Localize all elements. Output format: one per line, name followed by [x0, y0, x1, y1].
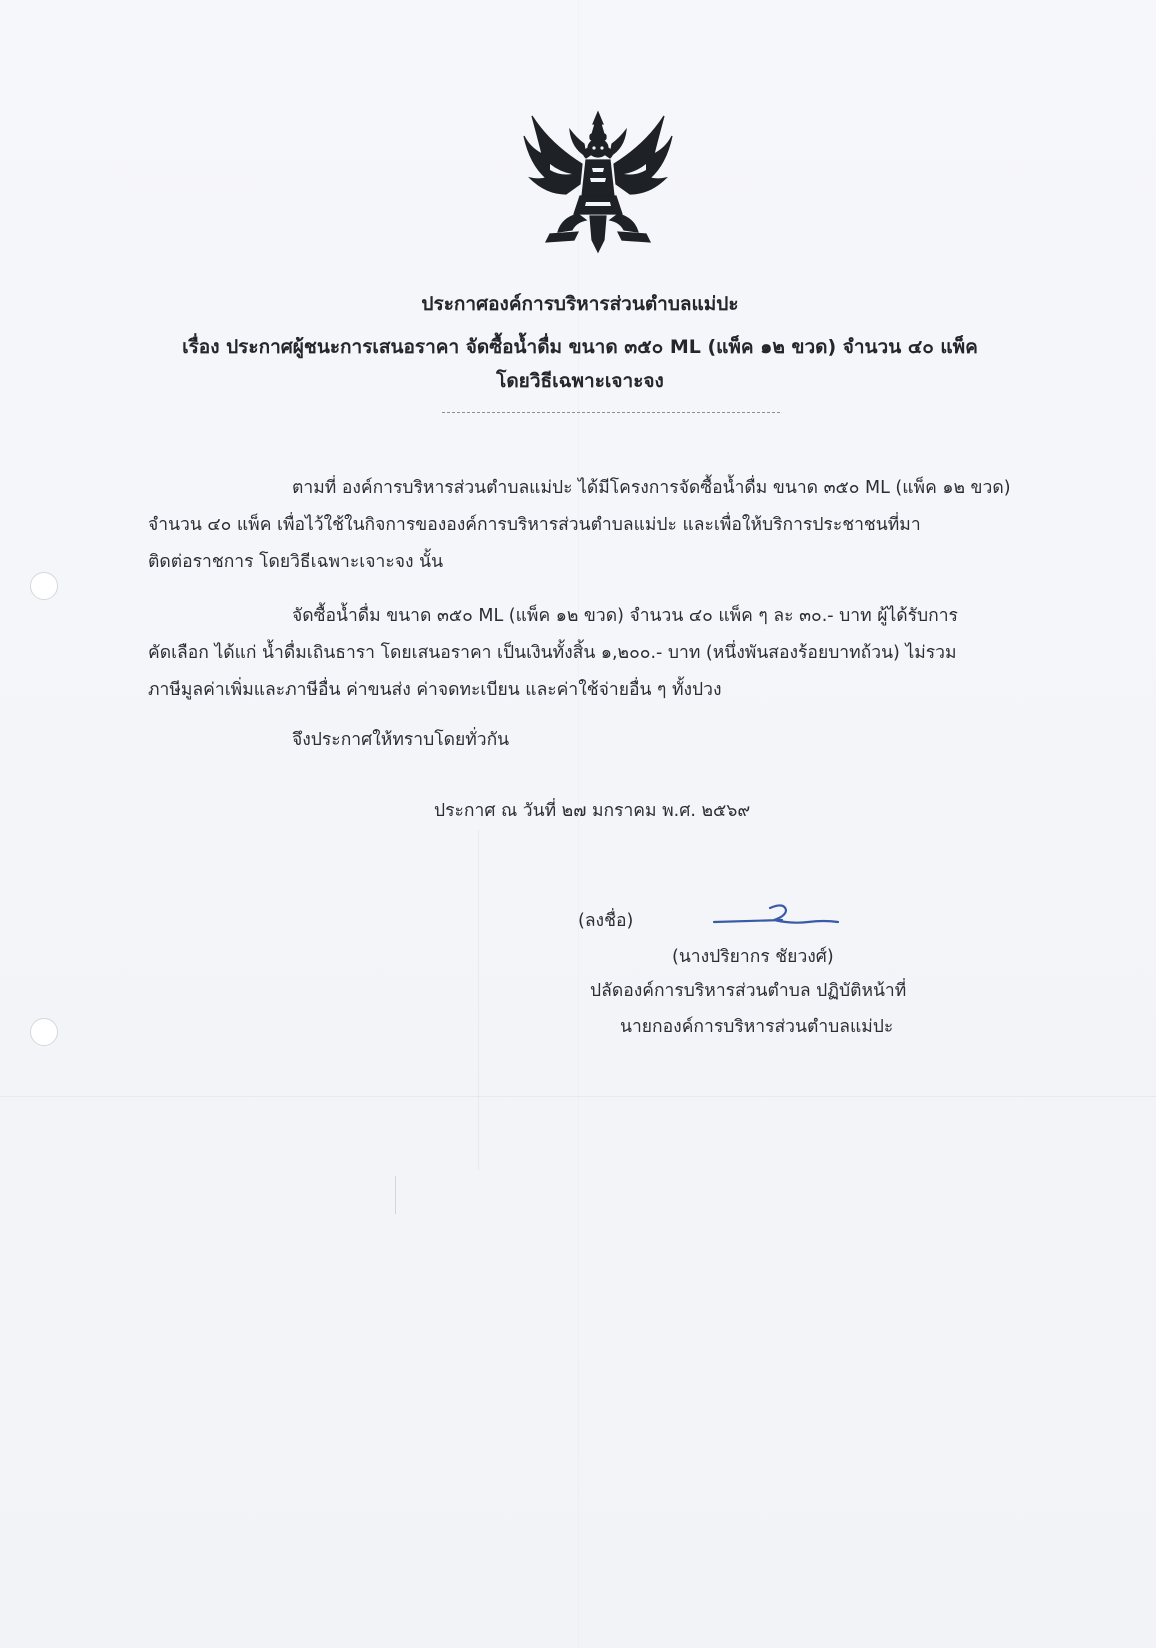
document-title: ประกาศองค์การบริหารส่วนตำบลแม่ปะ — [421, 293, 739, 315]
paper-crease — [395, 1176, 396, 1214]
title-divider — [442, 412, 780, 413]
document-subject: เรื่อง ประกาศผู้ชนะการเสนอราคา จัดซื้อน้ำดื่ม ขนาด ๓๕๐ ML (แพ็ค ๑๒ ขวด) จำนวน ๔๐ แพ็ค — [182, 336, 978, 358]
paragraph-closing — [148, 722, 1054, 759]
punch-hole — [30, 1018, 58, 1046]
announcement-date: ประกาศ ณ วันที่ ๒๗ มกราคม พ.ศ. ๒๕๖๙ — [434, 801, 751, 821]
paragraph-line: จัดซื้อน้ำดื่ม ขนาด ๓๕๐ ML (แพ็ค ๑๒ ขวด) จำนวน ๔๐ แพ็ค ๆ ละ ๓๐.- บาท ผู้ได้รับการ — [292, 606, 958, 626]
signatory-position: ปลัดองค์การบริหารส่วนตำบล ปฏิบัติหน้าที่ — [590, 981, 907, 1001]
signatory-name: (นางปริยากร ชัยวงศ์) — [672, 947, 834, 967]
document-subject-cont: โดยวิธีเฉพาะเจาะจง — [496, 370, 664, 392]
punch-hole — [30, 572, 58, 600]
paper-crease — [478, 830, 479, 1170]
paragraph-line: ติดต่อราชการ โดยวิธีเฉพาะเจาะจง นั้น — [148, 552, 444, 572]
paragraph-announcement — [148, 470, 1054, 581]
handwritten-signature-icon — [712, 898, 842, 934]
closing-line: จึงประกาศให้ทราบโดยทั่วกัน — [292, 730, 510, 750]
garuda-emblem-icon — [520, 108, 676, 254]
paragraph-line: จำนวน ๔๐ แพ็ค เพื่อไว้ใช้ในกิจการขององค์การบริหารส่วนตำบลแม่ปะ และเพื่อให้บริการประชาชนที่มา — [148, 515, 921, 535]
paragraph-line: ตามที่ องค์การบริหารส่วนตำบลแม่ปะ ได้มีโครงการจัดซื้อน้ำดื่ม ขนาด ๓๕๐ ML (แพ็ค ๑๒ ขวด) — [292, 478, 1011, 498]
paragraph-line: คัดเลือก ได้แก่ น้ำดื่มเถินธารา โดยเสนอราคา เป็นเงินทั้งสิ้น ๑,๒๐๐.- บาท (หนึ่งพันสองร้อยบาทถ้วน) ไม่รวม — [148, 643, 957, 663]
paragraph-award — [148, 598, 1054, 709]
signatory-position-cont: นายกองค์การบริหารส่วนตำบลแม่ปะ — [620, 1017, 894, 1037]
signature-label: (ลงชื่อ) — [578, 911, 634, 931]
paragraph-line: ภาษีมูลค่าเพิ่มและภาษีอื่น ค่าขนส่ง ค่าจดทะเบียน และค่าใช้จ่ายอื่น ๆ ทั้งปวง — [148, 680, 722, 700]
